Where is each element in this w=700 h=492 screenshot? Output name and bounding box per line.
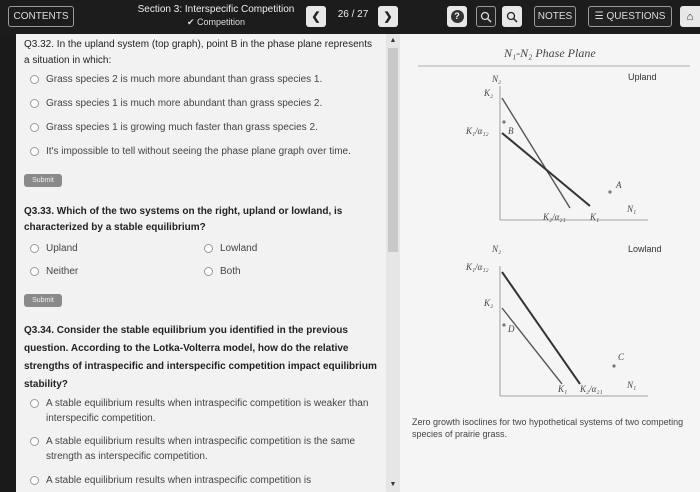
- q3-option-2[interactable]: [30, 434, 370, 464]
- q1-option-4[interactable]: [30, 144, 351, 159]
- option-label: A stable equilibrium results when intraspecific competition is weaker than interspecific competition.: [46, 398, 369, 424]
- question-3-33: Q3.33. Which of the two systems on the right, upland or lowland, is characterized by a stable equilibrium?: [24, 206, 343, 233]
- questions-label: QUESTIONS: [606, 11, 666, 22]
- lowland-point-c-label: C: [618, 352, 625, 362]
- q3-option-3[interactable]: [30, 473, 370, 488]
- figure-panel: [400, 34, 700, 492]
- section-subtitle: [128, 16, 304, 28]
- option-label: Grass species 1 is growing much faster than grass species 2.: [46, 122, 318, 133]
- chevron-left-icon: ❮: [311, 11, 321, 23]
- upland-point-a-label: A: [616, 180, 622, 190]
- q1-option-2[interactable]: [30, 96, 322, 111]
- lowland-label: Lowland: [628, 244, 662, 254]
- radio-button[interactable]: [30, 437, 39, 446]
- option-label: Neither: [46, 266, 79, 277]
- lowland-point-d-label: D: [508, 324, 515, 334]
- zoom-out-icon: [480, 11, 492, 23]
- radio-button[interactable]: [204, 267, 213, 276]
- section-subtitle-label: Competition: [197, 17, 246, 27]
- upland-point-b-label: B: [508, 126, 514, 136]
- radio-button[interactable]: [30, 99, 39, 108]
- phase-plane-figure: [400, 34, 700, 414]
- upland-label: Upland: [628, 72, 657, 82]
- lowland-k1-a12-label: K₁/α₁₂: [466, 262, 489, 272]
- help-button[interactable]: [447, 6, 467, 27]
- upland-point-a: [608, 190, 611, 193]
- q2-option-upland[interactable]: [30, 241, 78, 256]
- option-label: A stable equilibrium results when intraspecific competition is the same strength as interspecific competition.: [46, 436, 356, 462]
- option-label: A stable equilibrium results when intraspecific competition is: [46, 475, 312, 486]
- home-icon: ⌂: [686, 10, 694, 23]
- scroll-up-arrow-icon[interactable]: ▲: [389, 37, 397, 44]
- lowland-y-axis-label: N₂: [492, 244, 502, 254]
- q3-option-1[interactable]: [30, 396, 370, 426]
- radio-button[interactable]: [204, 244, 213, 253]
- contents-button[interactable]: CONTENTS: [8, 6, 74, 27]
- question-3-32: Q3.32. In the upland system (top graph), point B in the phase plane represents a situation in which:: [24, 39, 372, 66]
- scrollbar-thumb[interactable]: [388, 48, 398, 252]
- help-icon: ?: [451, 10, 464, 23]
- radio-button[interactable]: [30, 399, 39, 408]
- notes-button[interactable]: NOTES: [534, 6, 576, 27]
- questions-panel: [16, 34, 402, 492]
- option-label: It's impossible to tell without seeing the phase plane graph over time.: [46, 146, 351, 157]
- upland-k2-label: K₂: [484, 88, 494, 98]
- scroll-down-arrow-icon[interactable]: ▼: [389, 481, 397, 488]
- lowland-point-d: [502, 323, 505, 326]
- zoom-in-button[interactable]: [502, 6, 522, 27]
- lowland-k2-a21-label: K₂/α₂₁: [580, 384, 603, 394]
- figure-title: N₁-N₂ Phase Plane: [504, 46, 596, 60]
- radio-button[interactable]: [30, 75, 39, 84]
- radio-button[interactable]: [30, 123, 39, 132]
- lowland-point-c: [612, 364, 615, 367]
- next-page-button[interactable]: [378, 6, 398, 27]
- questions-button[interactable]: [588, 6, 672, 27]
- upland-isocline-n1: [502, 98, 570, 208]
- toolbar: [0, 0, 700, 34]
- option-label: Grass species 1 is much more abundant than grass species 2.: [46, 98, 323, 109]
- option-label: Upland: [46, 243, 78, 254]
- option-label: Lowland: [220, 243, 258, 254]
- q2-submit-button[interactable]: Submit: [24, 294, 62, 307]
- figure-caption: Zero growth isoclines for two hypothetical systems of two competing species of prairie grass.: [412, 417, 684, 439]
- q1-option-1[interactable]: [30, 72, 322, 87]
- q1-option-3[interactable]: [30, 120, 318, 135]
- q2-option-both[interactable]: [204, 264, 241, 279]
- upland-k1-a12-label: K₁/α₁₂: [466, 126, 489, 136]
- upland-x-axis-label: N₁: [627, 204, 637, 214]
- q2-option-neither[interactable]: [30, 264, 78, 279]
- upland-isocline-n2: [502, 133, 590, 206]
- zoom-in-icon: [506, 11, 518, 23]
- lowland-x-axis-label: N₁: [627, 380, 637, 390]
- list-icon: ☰: [594, 11, 604, 22]
- q2-option-lowland[interactable]: [204, 241, 257, 256]
- upland-k2-a21-label: K₂/α₂₁: [543, 212, 566, 222]
- checkmark-icon: ✔: [186, 17, 197, 27]
- upland-point-b: [502, 120, 505, 123]
- section-title: Section 3: Interspecific Competition: [137, 4, 295, 15]
- prev-page-button[interactable]: [306, 6, 326, 27]
- radio-button[interactable]: [30, 476, 39, 485]
- lowland-k2-label: K₂: [484, 298, 494, 308]
- upland-y-axis-label: N₂: [492, 74, 502, 84]
- option-label: Grass species 2 is much more abundant than grass species 1.: [46, 74, 323, 85]
- zoom-out-button[interactable]: [476, 6, 496, 27]
- q1-submit-button[interactable]: Submit: [24, 174, 62, 187]
- page-indicator: 26 / 27: [337, 9, 369, 20]
- chevron-right-icon: ❯: [383, 11, 393, 23]
- radio-button[interactable]: [30, 244, 39, 253]
- option-label: Both: [220, 266, 241, 277]
- lowland-k1-label: K₁: [558, 384, 568, 394]
- upland-k1-label: K₁: [590, 212, 600, 222]
- home-button[interactable]: [680, 6, 700, 27]
- radio-button[interactable]: [30, 147, 39, 156]
- radio-button[interactable]: [30, 267, 39, 276]
- question-3-34: Q3.34. Consider the stable equilibrium you identified in the previous question. According to the Lotka-Volterra model, how do the relative strengths of intraspecific and interspecific competition impact equilibrium stability?: [24, 325, 377, 390]
